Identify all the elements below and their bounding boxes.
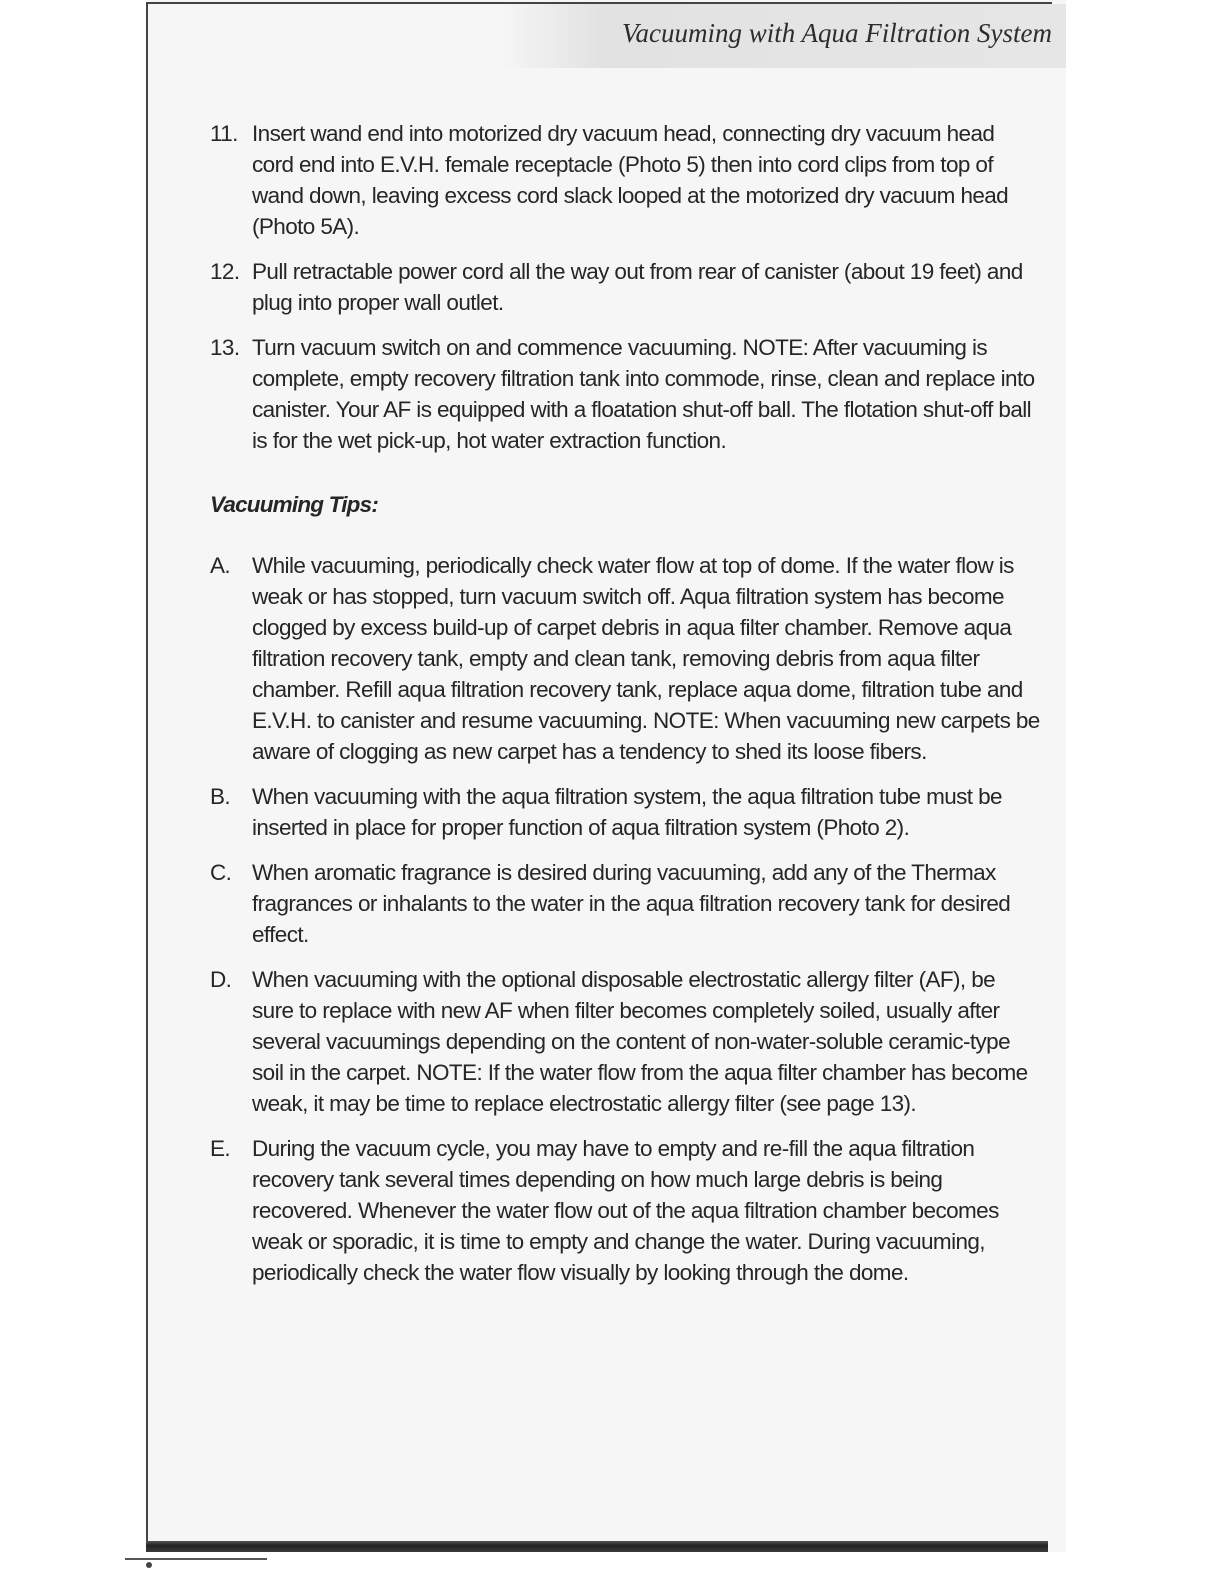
step-text: Pull retractable power cord all the way out from rear of canister (about 19 feet) and plug into proper wall outlet. (252, 259, 1023, 315)
tip-letter: D. (210, 967, 232, 992)
tip-item (210, 550, 1040, 767)
tip-item (210, 857, 1040, 950)
step-item (210, 256, 1040, 318)
running-head-title: Vacuuming with Aqua Filtration System (622, 18, 1052, 48)
footer-mark (146, 1562, 152, 1568)
bottom-bar (146, 1541, 1048, 1552)
tip-text: While vacuuming, periodically check water flow at top of dome. If the water flow is weak or has stopped, turn vacuum switch off. Aqua filtration system has become clogged by excess build-up of carpet debris in aqua filter chamber. Remove aqua filtration recovery tank, empty and clean tank, removing debris from aqua filter chamber. Refill aqua filtration recovery tank, replace aqua dome, filtration tube and E.V.H. to canister and resume vacuuming. NOTE: When vacuuming new carpets be aware of clogging as new carpet has a tendency to shed its loose fibers. (252, 553, 1040, 764)
step-item (210, 118, 1040, 242)
tips-heading: Vacuuming Tips: (210, 492, 379, 517)
step-text: Turn vacuum switch on and commence vacuuming. NOTE: After vacuuming is complete, empty recovery filtration tank into commode, rinse, clean and replace into canister. Your AF is equipped with a floatation shut-off ball. The flotation shut-off ball is for the wet pick-up, hot water extraction function. (252, 335, 1035, 453)
step-number: 13. (210, 335, 240, 360)
tip-text: When vacuuming with the optional disposable electrostatic allergy filter (AF), be sure to replace with new AF when filter becomes completely soiled, usually after several vacuumings depending on the content of non-water-soluble ceramic-type soil in the carpet. NOTE: If the water flow from the aqua filter chamber has become weak, it may be time to replace electrostatic allergy filter (see page 13). (252, 967, 1028, 1116)
tip-letter: A. (210, 553, 231, 578)
tip-item (210, 781, 1040, 843)
tip-item (210, 964, 1040, 1119)
tip-text: When aromatic fragrance is desired during vacuuming, add any of the Thermax fragrances or inhalants to the water in the aqua filtration recovery tank for desired effect. (252, 860, 1011, 947)
step-number: 12. (210, 259, 240, 284)
page-content (210, 118, 1040, 1302)
tip-letter: C. (210, 860, 232, 885)
step-number: 11. (210, 121, 238, 146)
left-rule (146, 2, 148, 1550)
step-text: Insert wand end into motorized dry vacuum head, connecting dry vacuum head cord end into E.V.H. female receptacle (Photo 5) then into cord clips from top of wand down, leaving excess cord slack looped at the motorized dry vacuum head (Photo 5A). (252, 121, 1009, 239)
tip-letter: E. (210, 1136, 231, 1161)
step-item (210, 332, 1040, 456)
tip-item (210, 1133, 1040, 1288)
tip-text: During the vacuum cycle, you may have to empty and re-fill the aqua filtration recovery tank several times depending on how much large debris is being recovered. Whenever the water flow out of the aqua filtration chamber becomes weak or sporadic, it is time to empty and change the water. During vacuuming, periodically check the water flow visually by looking through the dome. (252, 1136, 999, 1285)
tip-text: When vacuuming with the aqua filtration system, the aqua filtration tube must be inserted in place for proper function of aqua filtration system (Photo 2). (252, 784, 1002, 840)
tip-letter: B. (210, 784, 231, 809)
footer-rule (125, 1558, 267, 1560)
